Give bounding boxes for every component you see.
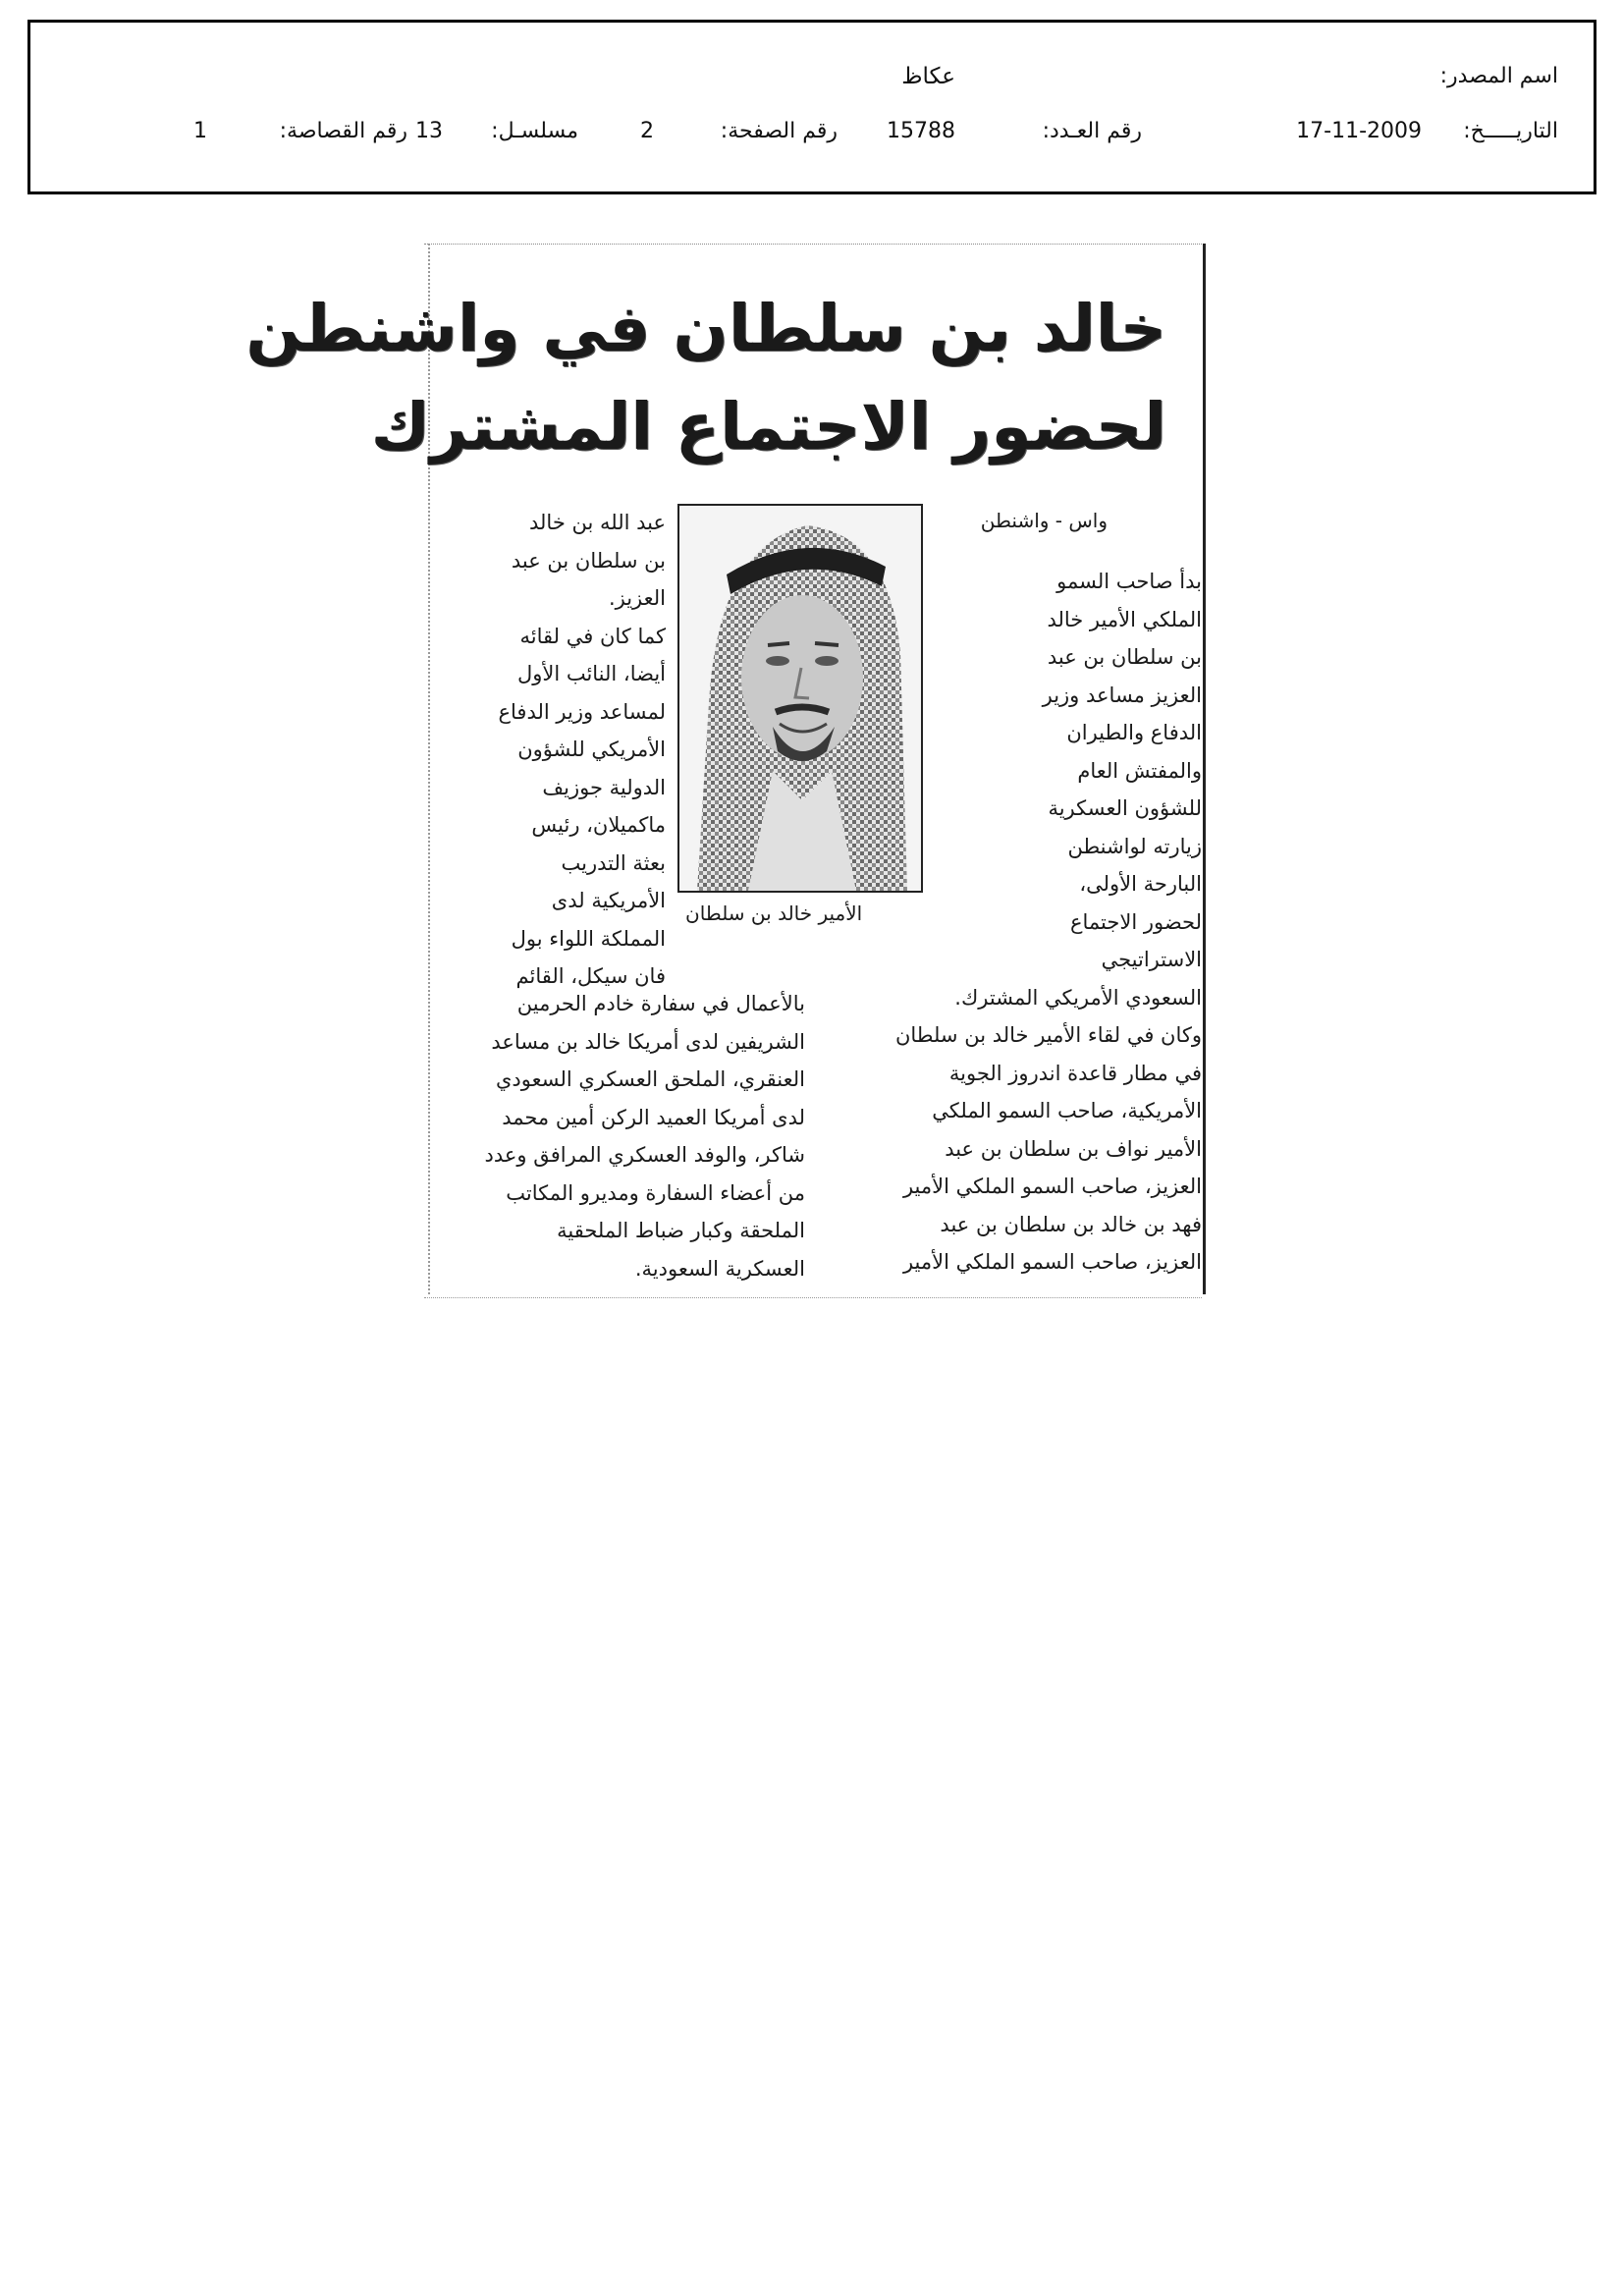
issue-label: رقم العـدد: [1042,119,1142,143]
headline-line-2: لحضور الاجتماع المشترك [370,389,1166,465]
left-bottom-line: شاكر، والوفد العسكري المرافق وعدد [484,1143,805,1167]
clip-right-edge [1203,244,1206,1294]
right-bottom-line: فهد بن خالد بن سلطان بن عبد [940,1212,1202,1236]
source-label: اسم المصدر: [1439,64,1558,88]
right-bottom-line: الأمريكية، صاحب السمو الملكي [932,1099,1202,1122]
left-line: أيضا، النائب الأول [516,662,666,685]
left-bottom-line: من أعضاء السفارة ومديرو المكاتب [506,1180,805,1205]
left-line: عبد الله بن خالد [529,511,666,534]
left-bottom-line: الشريفين لدى أمريكا خالد بن مساعد [491,1029,805,1054]
left-bottom-line: العسكرية السعودية. [634,1256,805,1281]
right-line: للشؤون العسكرية [1048,796,1202,820]
right-bottom-column [839,1016,1202,1282]
left-line: كما كان في لقائه [519,624,666,648]
right-line: الاستراتيجي [1101,948,1202,971]
document-header [27,20,1596,194]
right-bottom-line: في مطار قاعدة اندروز الجوية [948,1061,1202,1085]
photo-caption: الأمير خالد بن سلطان [685,902,863,925]
issue-value: 15788 [887,119,955,143]
right-line: السعودي الأمريكي المشترك. [954,985,1202,1010]
left-line: بعثة التدريب [561,850,666,875]
right-line: زيارته لواشنطن [1067,834,1202,858]
left-column [442,504,666,996]
right-line: بدأ صاحب السمو [1056,570,1202,593]
portrait-image [679,506,921,891]
right-bottom-line: العزيز، صاحب السمو الملكي الأمير [902,1175,1202,1198]
left-bottom-line: بالأعمال في سفارة خادم الحرمين [516,992,805,1015]
left-line: المملكة اللواء بول [511,926,666,951]
right-bottom-line: الأمير نواف بن سلطان بن عبد [945,1136,1202,1161]
page-value: 2 [640,119,654,143]
right-line: بن سلطان بن عبد [1047,645,1202,669]
left-line: لمساعد وزير الدفاع [498,699,666,724]
right-line: الملكي الأمير خالد [1047,607,1202,631]
headline-line-1: خالد بن سلطان في واشنطن [245,291,1166,366]
left-line: بن سلطان بن عبد [511,548,666,573]
date-label: التاريـــــخ: [1463,119,1558,143]
page-label: رقم الصفحة: [720,119,838,143]
right-bottom-line: وكان في لقاء الأمير خالد بن سلطان [894,1023,1202,1047]
right-line: العزيز مساعد وزير [1042,683,1202,707]
left-line: فان سيكل، القائم [515,964,666,988]
clip-label: رقم القصاصة: [279,119,407,143]
source-value: عكاظ [901,64,955,89]
left-line: الأمريكية لدى [551,889,666,912]
serial-value: 13 [415,119,443,143]
clip-value: 1 [193,119,207,143]
clip-bottom-edge [424,1297,1202,1298]
right-line: والمفتش العام [1077,758,1202,783]
left-bottom-line: العنقري، الملحق العسكري السعودي [496,1067,805,1091]
right-line: البارحة الأولى، [1079,872,1202,896]
left-line: العزيز. [608,586,666,610]
serial-label: مسلسـل: [491,119,578,143]
right-line: لحضور الاجتماع [1069,909,1202,934]
left-line: الأمريكي للشؤون [517,738,666,761]
clip-top-edge [424,244,1202,245]
left-bottom-column [442,985,805,1287]
right-line: الدفاع والطيران [1066,721,1202,744]
right-column [954,563,1202,1016]
date-value: 17-11-2009 [1296,119,1422,143]
left-line: الدولية جوزيف [542,775,666,799]
left-bottom-line: لدى أمريكا العميد الركن أمين محمد [502,1105,805,1129]
byline: واس - واشنطن [980,509,1108,532]
left-line: ماكميلان، رئيس [531,813,666,837]
right-bottom-line: العزيز، صاحب السمو الملكي الأمير [902,1250,1202,1274]
left-bottom-line: الملحقة وكبار ضباط الملحقية [557,1219,805,1242]
portrait-photo [677,504,923,893]
newspaper-clipping [245,244,1206,1300]
